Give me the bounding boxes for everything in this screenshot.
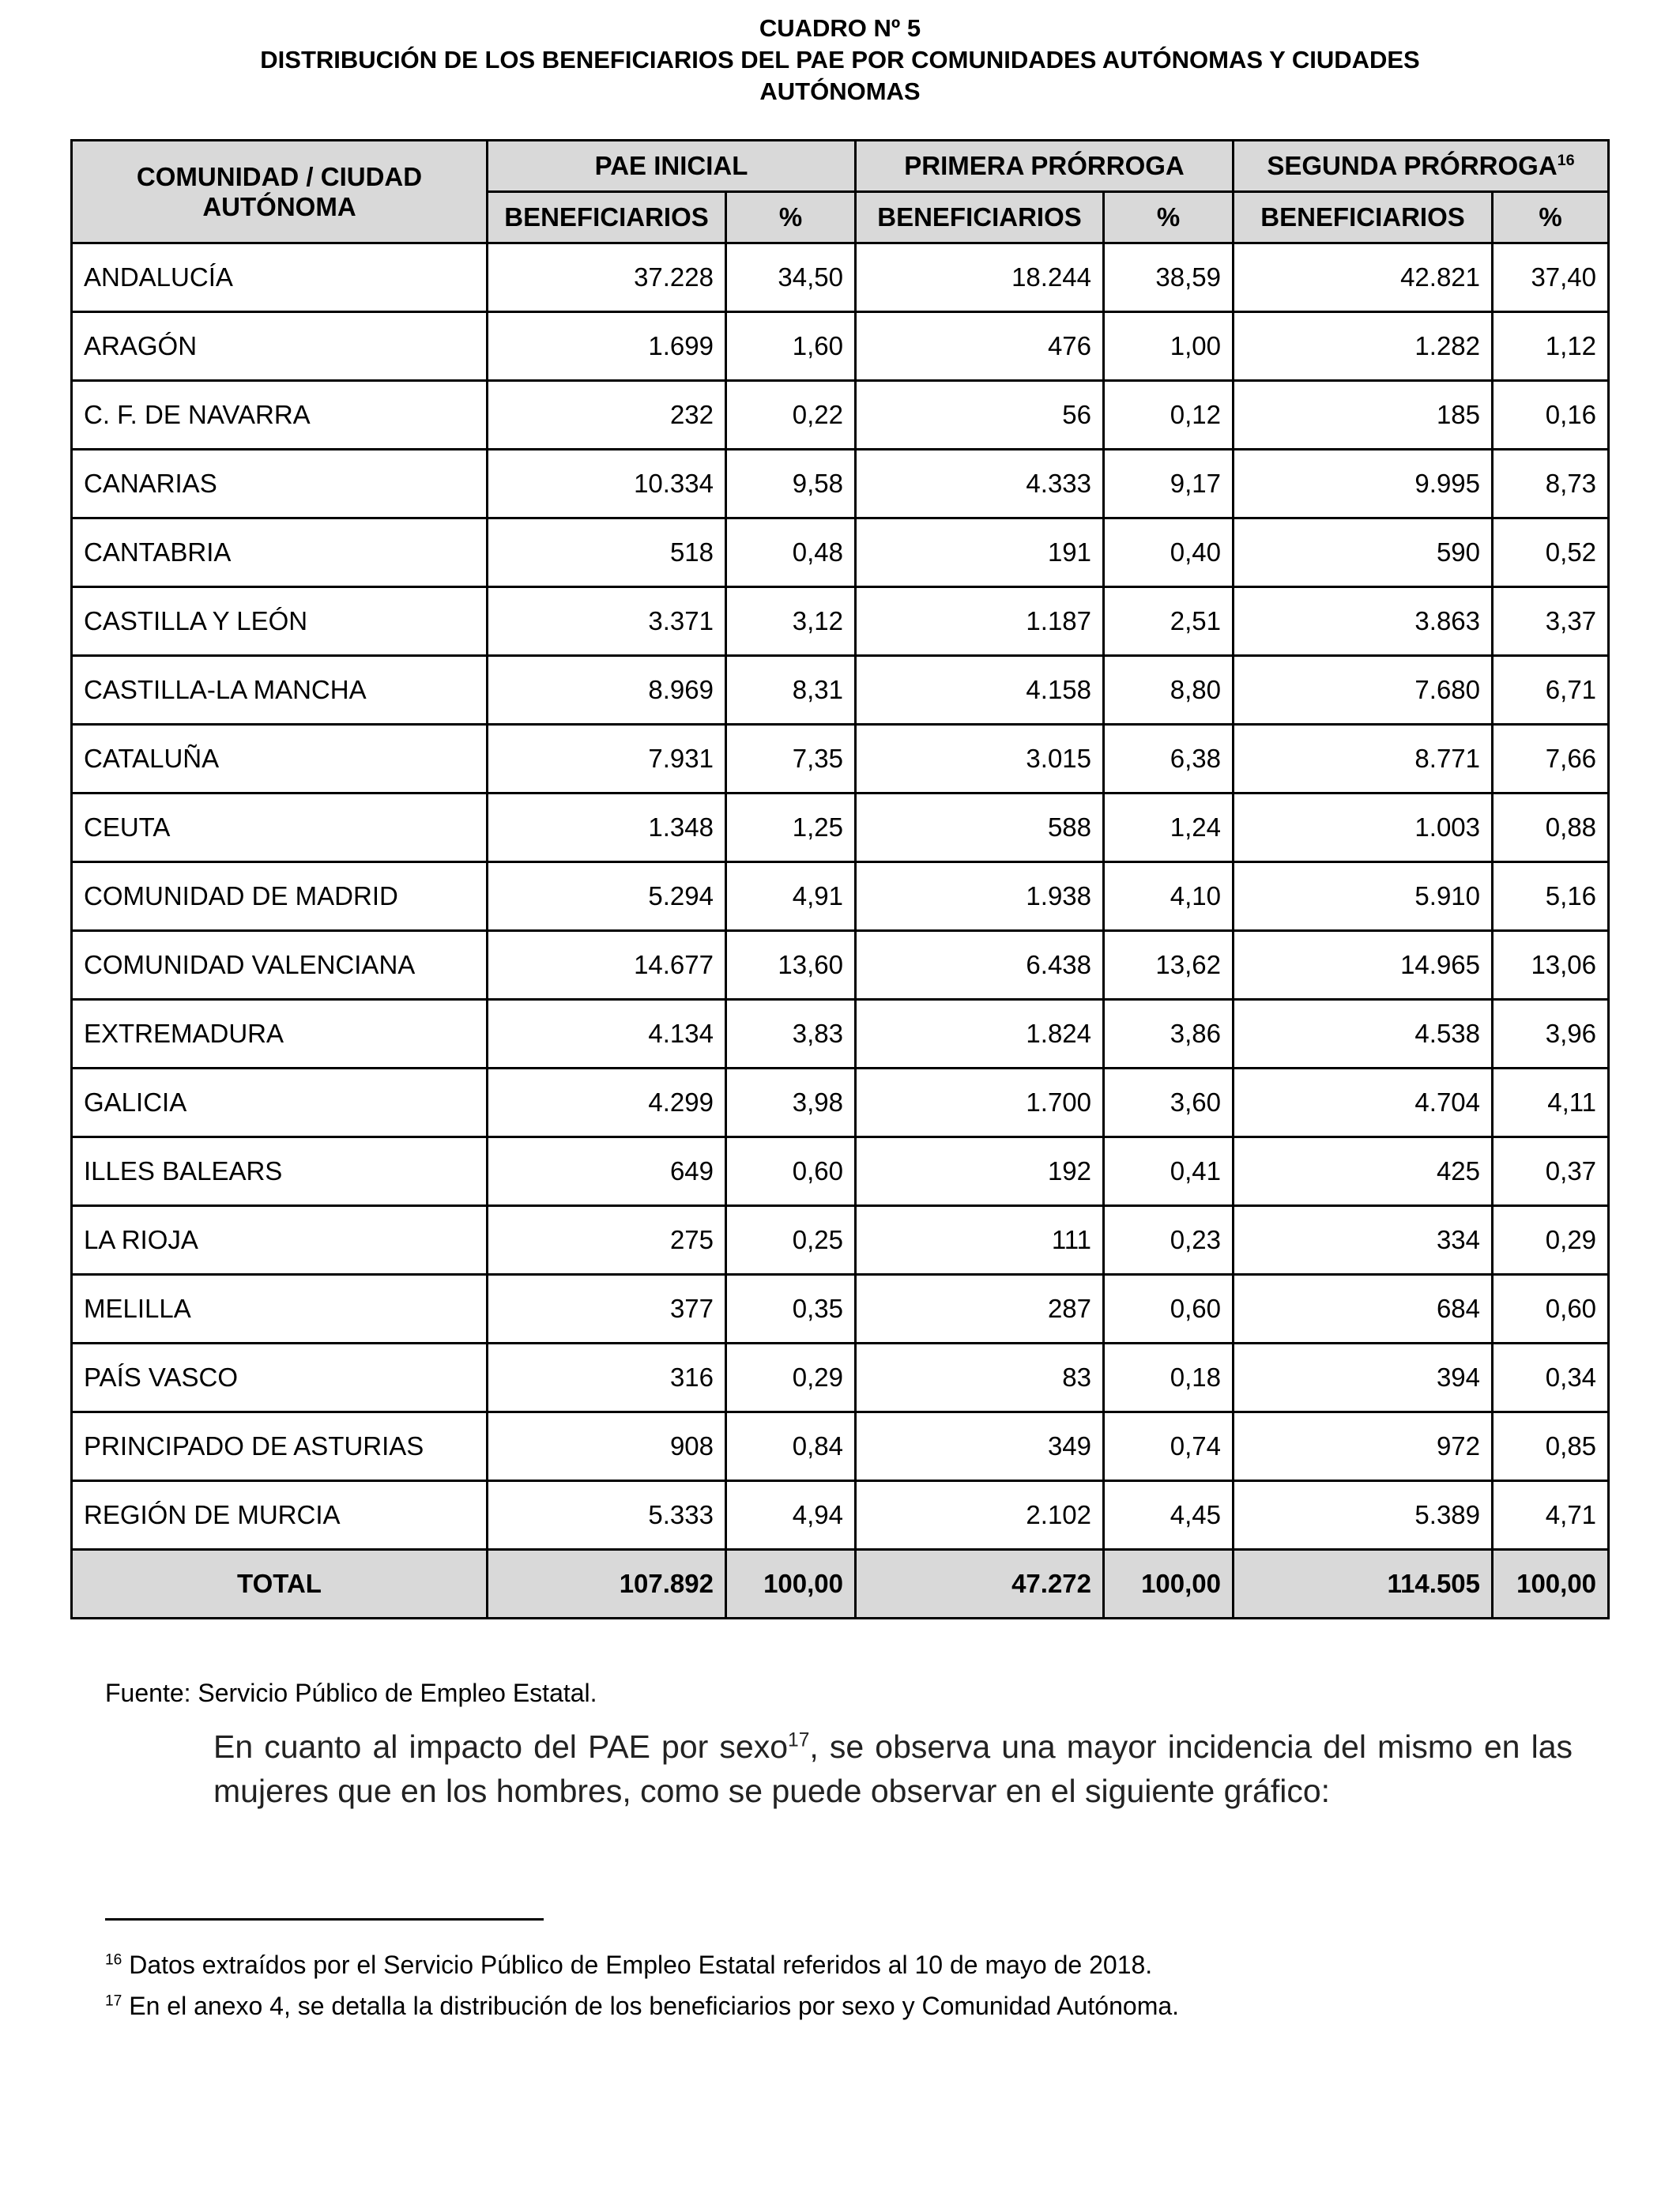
percent-segunda: 0,34 bbox=[1493, 1344, 1609, 1412]
community-name: CASTILLA-LA MANCHA bbox=[72, 656, 488, 725]
beneficiarios-segunda: 1.003 bbox=[1234, 794, 1493, 862]
percent-segunda: 0,52 bbox=[1493, 518, 1609, 587]
percent-inicial: 0,84 bbox=[726, 1412, 856, 1481]
beneficiarios-inicial: 518 bbox=[488, 518, 726, 587]
percent-segunda: 0,88 bbox=[1493, 794, 1609, 862]
beneficiarios-segunda: 972 bbox=[1234, 1412, 1493, 1481]
community-name: CANTABRIA bbox=[72, 518, 488, 587]
community-name: COMUNIDAD VALENCIANA bbox=[72, 931, 488, 1000]
community-name: PAÍS VASCO bbox=[72, 1344, 488, 1412]
beneficiarios-primera: 1.700 bbox=[856, 1069, 1104, 1137]
subheader-beneficiarios: BENEFICIARIOS bbox=[488, 192, 726, 243]
beneficiarios-primera: 4.158 bbox=[856, 656, 1104, 725]
community-name: CASTILLA Y LEÓN bbox=[72, 587, 488, 656]
percent-inicial: 3,98 bbox=[726, 1069, 856, 1137]
percent-segunda: 0,16 bbox=[1493, 381, 1609, 450]
beneficiarios-segunda: 8.771 bbox=[1234, 725, 1493, 794]
table-row bbox=[72, 725, 1609, 794]
percent-segunda: 3,96 bbox=[1493, 1000, 1609, 1069]
percent-segunda: 37,40 bbox=[1493, 243, 1609, 312]
table-row bbox=[72, 587, 1609, 656]
total-beneficiarios-segunda: 114.505 bbox=[1234, 1550, 1493, 1619]
beneficiarios-inicial: 1.348 bbox=[488, 794, 726, 862]
table-row bbox=[72, 1275, 1609, 1344]
total-percent-segunda: 100,00 bbox=[1493, 1550, 1609, 1619]
percent-inicial: 9,58 bbox=[726, 450, 856, 518]
beneficiarios-inicial: 377 bbox=[488, 1275, 726, 1344]
beneficiarios-inicial: 1.699 bbox=[488, 312, 726, 381]
percent-segunda: 1,12 bbox=[1493, 312, 1609, 381]
beneficiarios-primera: 287 bbox=[856, 1275, 1104, 1344]
total-percent-inicial: 100,00 bbox=[726, 1550, 856, 1619]
percent-inicial: 0,48 bbox=[726, 518, 856, 587]
subheader-percent: % bbox=[726, 192, 856, 243]
footnote-17 bbox=[105, 1992, 1179, 2021]
table-row bbox=[72, 1344, 1609, 1412]
beneficiarios-segunda: 14.965 bbox=[1234, 931, 1493, 1000]
header-segunda-prorroga bbox=[1234, 141, 1609, 192]
percent-inicial: 0,29 bbox=[726, 1344, 856, 1412]
percent-primera: 0,41 bbox=[1104, 1137, 1234, 1206]
community-name: LA RIOJA bbox=[72, 1206, 488, 1275]
beneficiarios-inicial: 4.299 bbox=[488, 1069, 726, 1137]
beneficiarios-inicial: 14.677 bbox=[488, 931, 726, 1000]
percent-segunda: 4,71 bbox=[1493, 1481, 1609, 1550]
percent-primera: 0,74 bbox=[1104, 1412, 1234, 1481]
body-paragraph bbox=[213, 1725, 1573, 1813]
percent-segunda: 13,06 bbox=[1493, 931, 1609, 1000]
total-label: TOTAL bbox=[72, 1550, 488, 1619]
header-primera-prorroga: PRIMERA PRÓRROGA bbox=[856, 141, 1234, 192]
percent-primera: 3,60 bbox=[1104, 1069, 1234, 1137]
beneficiarios-primera: 1.187 bbox=[856, 587, 1104, 656]
beneficiarios-segunda: 4.704 bbox=[1234, 1069, 1493, 1137]
percent-segunda: 3,37 bbox=[1493, 587, 1609, 656]
beneficiarios-primera: 349 bbox=[856, 1412, 1104, 1481]
beneficiarios-inicial: 10.334 bbox=[488, 450, 726, 518]
community-name: PRINCIPADO DE ASTURIAS bbox=[72, 1412, 488, 1481]
table-row bbox=[72, 656, 1609, 725]
percent-inicial: 0,22 bbox=[726, 381, 856, 450]
percent-primera: 13,62 bbox=[1104, 931, 1234, 1000]
beneficiarios-primera: 56 bbox=[856, 381, 1104, 450]
community-name: ILLES BALEARS bbox=[72, 1137, 488, 1206]
table-row bbox=[72, 1481, 1609, 1550]
total-percent-primera: 100,00 bbox=[1104, 1550, 1234, 1619]
beneficiarios-primera: 1.938 bbox=[856, 862, 1104, 931]
percent-inicial: 34,50 bbox=[726, 243, 856, 312]
footnote-ref-17: 17 bbox=[788, 1729, 810, 1751]
percent-primera: 0,40 bbox=[1104, 518, 1234, 587]
beneficiarios-segunda: 3.863 bbox=[1234, 587, 1493, 656]
table-caption bbox=[0, 13, 1680, 107]
footnote-separator bbox=[105, 1918, 544, 1921]
percent-inicial: 3,83 bbox=[726, 1000, 856, 1069]
footnote-text: Datos extraídos por el Servicio Público de Empleo Estatal referidos al 10 de mayo de 2018. bbox=[122, 1951, 1153, 1979]
percent-inicial: 0,60 bbox=[726, 1137, 856, 1206]
percent-inicial: 3,12 bbox=[726, 587, 856, 656]
percent-primera: 0,12 bbox=[1104, 381, 1234, 450]
beneficiarios-segunda: 7.680 bbox=[1234, 656, 1493, 725]
total-row bbox=[72, 1550, 1609, 1619]
percent-primera: 6,38 bbox=[1104, 725, 1234, 794]
percent-primera: 1,00 bbox=[1104, 312, 1234, 381]
table-row bbox=[72, 862, 1609, 931]
percent-segunda: 0,29 bbox=[1493, 1206, 1609, 1275]
percent-segunda: 6,71 bbox=[1493, 656, 1609, 725]
paragraph-text-after: , se observa una mayor incidencia del mismo en las mujeres que en los hombres, como se puede observar en el siguiente gráfico: bbox=[213, 1728, 1573, 1809]
beneficiarios-segunda: 684 bbox=[1234, 1275, 1493, 1344]
caption-title-line-2: AUTÓNOMAS bbox=[759, 77, 921, 105]
percent-segunda: 5,16 bbox=[1493, 862, 1609, 931]
beneficiarios-segunda: 5.910 bbox=[1234, 862, 1493, 931]
percent-inicial: 7,35 bbox=[726, 725, 856, 794]
community-name: CATALUÑA bbox=[72, 725, 488, 794]
beneficiarios-primera: 18.244 bbox=[856, 243, 1104, 312]
table-row bbox=[72, 381, 1609, 450]
community-name: C. F. DE NAVARRA bbox=[72, 381, 488, 450]
beneficiaries-table bbox=[70, 139, 1610, 1619]
table-row bbox=[72, 450, 1609, 518]
table-row bbox=[72, 1137, 1609, 1206]
beneficiarios-primera: 111 bbox=[856, 1206, 1104, 1275]
subheader-percent: % bbox=[1493, 192, 1609, 243]
cuadro-number: CUADRO Nº 5 bbox=[759, 14, 921, 42]
percent-inicial: 4,94 bbox=[726, 1481, 856, 1550]
table-row bbox=[72, 1069, 1609, 1137]
table-row bbox=[72, 518, 1609, 587]
percent-inicial: 0,25 bbox=[726, 1206, 856, 1275]
beneficiarios-segunda: 9.995 bbox=[1234, 450, 1493, 518]
beneficiarios-primera: 2.102 bbox=[856, 1481, 1104, 1550]
beneficiarios-primera: 191 bbox=[856, 518, 1104, 587]
footnote-ref-16: 16 bbox=[1557, 152, 1575, 169]
table-row bbox=[72, 1206, 1609, 1275]
percent-primera: 8,80 bbox=[1104, 656, 1234, 725]
community-name: MELILLA bbox=[72, 1275, 488, 1344]
beneficiarios-primera: 3.015 bbox=[856, 725, 1104, 794]
segunda-prorroga-label: SEGUNDA PRÓRROGA bbox=[1267, 151, 1558, 180]
beneficiarios-primera: 588 bbox=[856, 794, 1104, 862]
beneficiarios-inicial: 7.931 bbox=[488, 725, 726, 794]
footnote-text: En el anexo 4, se detalla la distribución de los beneficiarios por sexo y Comunidad Autónoma. bbox=[122, 1992, 1180, 2020]
community-name: ARAGÓN bbox=[72, 312, 488, 381]
beneficiarios-inicial: 649 bbox=[488, 1137, 726, 1206]
percent-segunda: 0,85 bbox=[1493, 1412, 1609, 1481]
percent-primera: 38,59 bbox=[1104, 243, 1234, 312]
beneficiarios-primera: 6.438 bbox=[856, 931, 1104, 1000]
percent-segunda: 7,66 bbox=[1493, 725, 1609, 794]
percent-primera: 3,86 bbox=[1104, 1000, 1234, 1069]
total-beneficiarios-primera: 47.272 bbox=[856, 1550, 1104, 1619]
table-row bbox=[72, 312, 1609, 381]
footnote-number: 16 bbox=[105, 1951, 122, 1969]
percent-primera: 0,23 bbox=[1104, 1206, 1234, 1275]
header-pae-inicial: PAE INICIAL bbox=[488, 141, 856, 192]
beneficiarios-inicial: 8.969 bbox=[488, 656, 726, 725]
beneficiarios-primera: 83 bbox=[856, 1344, 1104, 1412]
percent-segunda: 8,73 bbox=[1493, 450, 1609, 518]
community-name: REGIÓN DE MURCIA bbox=[72, 1481, 488, 1550]
percent-primera: 1,24 bbox=[1104, 794, 1234, 862]
percent-segunda: 4,11 bbox=[1493, 1069, 1609, 1137]
beneficiarios-primera: 192 bbox=[856, 1137, 1104, 1206]
caption-title-line-1: DISTRIBUCIÓN DE LOS BENEFICIARIOS DEL PAE POR COMUNIDADES AUTÓNOMAS Y CIUDADES bbox=[260, 46, 1420, 74]
beneficiarios-inicial: 37.228 bbox=[488, 243, 726, 312]
subheader-percent: % bbox=[1104, 192, 1234, 243]
community-name: EXTREMADURA bbox=[72, 1000, 488, 1069]
table-row bbox=[72, 794, 1609, 862]
subheader-beneficiarios: BENEFICIARIOS bbox=[856, 192, 1104, 243]
percent-inicial: 4,91 bbox=[726, 862, 856, 931]
table-row bbox=[72, 1000, 1609, 1069]
percent-primera: 4,10 bbox=[1104, 862, 1234, 931]
percent-inicial: 8,31 bbox=[726, 656, 856, 725]
subheader-beneficiarios: BENEFICIARIOS bbox=[1234, 192, 1493, 243]
percent-primera: 0,18 bbox=[1104, 1344, 1234, 1412]
percent-primera: 4,45 bbox=[1104, 1481, 1234, 1550]
table-source: Fuente: Servicio Público de Empleo Estatal. bbox=[105, 1679, 597, 1707]
percent-inicial: 1,60 bbox=[726, 312, 856, 381]
community-name: COMUNIDAD DE MADRID bbox=[72, 862, 488, 931]
percent-segunda: 0,60 bbox=[1493, 1275, 1609, 1344]
total-beneficiarios-inicial: 107.892 bbox=[488, 1550, 726, 1619]
percent-primera: 2,51 bbox=[1104, 587, 1234, 656]
beneficiarios-inicial: 5.294 bbox=[488, 862, 726, 931]
beneficiarios-inicial: 275 bbox=[488, 1206, 726, 1275]
paragraph-text-before: En cuanto al impacto del PAE por sexo bbox=[213, 1728, 789, 1765]
beneficiarios-segunda: 4.538 bbox=[1234, 1000, 1493, 1069]
beneficiarios-segunda: 425 bbox=[1234, 1137, 1493, 1206]
beneficiarios-segunda: 42.821 bbox=[1234, 243, 1493, 312]
beneficiarios-inicial: 908 bbox=[488, 1412, 726, 1481]
community-name: GALICIA bbox=[72, 1069, 488, 1137]
beneficiarios-primera: 4.333 bbox=[856, 450, 1104, 518]
beneficiarios-inicial: 316 bbox=[488, 1344, 726, 1412]
beneficiarios-segunda: 334 bbox=[1234, 1206, 1493, 1275]
percent-inicial: 13,60 bbox=[726, 931, 856, 1000]
beneficiarios-inicial: 3.371 bbox=[488, 587, 726, 656]
percent-inicial: 0,35 bbox=[726, 1275, 856, 1344]
beneficiarios-segunda: 590 bbox=[1234, 518, 1493, 587]
header-community: COMUNIDAD / CIUDAD AUTÓNOMA bbox=[72, 141, 488, 243]
percent-segunda: 0,37 bbox=[1493, 1137, 1609, 1206]
community-name: CANARIAS bbox=[72, 450, 488, 518]
footnote-number: 17 bbox=[105, 1992, 122, 2010]
percent-primera: 0,60 bbox=[1104, 1275, 1234, 1344]
table-row bbox=[72, 931, 1609, 1000]
table-row bbox=[72, 243, 1609, 312]
community-name: ANDALUCÍA bbox=[72, 243, 488, 312]
percent-primera: 9,17 bbox=[1104, 450, 1234, 518]
beneficiarios-primera: 1.824 bbox=[856, 1000, 1104, 1069]
beneficiarios-inicial: 4.134 bbox=[488, 1000, 726, 1069]
beneficiarios-inicial: 5.333 bbox=[488, 1481, 726, 1550]
beneficiarios-inicial: 232 bbox=[488, 381, 726, 450]
community-name: CEUTA bbox=[72, 794, 488, 862]
beneficiarios-segunda: 394 bbox=[1234, 1344, 1493, 1412]
table-row bbox=[72, 1412, 1609, 1481]
beneficiarios-primera: 476 bbox=[856, 312, 1104, 381]
beneficiarios-segunda: 1.282 bbox=[1234, 312, 1493, 381]
beneficiarios-segunda: 5.389 bbox=[1234, 1481, 1493, 1550]
footnote-16 bbox=[105, 1951, 1152, 1980]
beneficiarios-segunda: 185 bbox=[1234, 381, 1493, 450]
percent-inicial: 1,25 bbox=[726, 794, 856, 862]
